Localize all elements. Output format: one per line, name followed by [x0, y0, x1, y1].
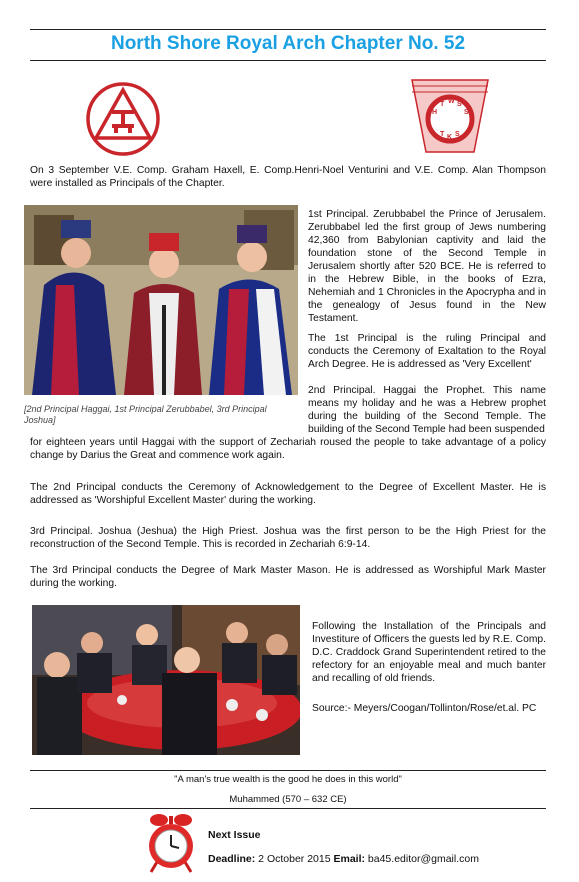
alarm-clock-icon: [145, 812, 197, 874]
intro-paragraph: On 3 September V.E. Comp. Graham Haxell, E. Comp.Henri-Noel Venturini and V.E. Comp. Alan Thompson were installed as Principals of the Chapter.: [30, 165, 546, 189]
first-principal-paragraph: 1st Principal. Zerubbabel the Prince of Jerusalem. Zerubbabel led the first group of Jews numbering 42,360 from Babylonian captivity and laid the foundation stone of the Second Temple in Jerusalem shortly after 520 BCE. He is referred to in the Hebrew Bible, in the books of Ezra, Nehemiah and 1 Chronicles in the Apocrypha and in the genealogy of Jesus found in the New Testament.: [308, 209, 546, 324]
third-principal-role: The 3rd Principal conducts the Degree of Mark Master Mason. He is addressed as Worshipful Mark Master during the working.: [30, 565, 546, 589]
second-principal-paragraph: 2nd Principal. Haggai the Prophet. This name means my holiday and he was a Hebrew prophet during the building of the Second Temple. The building of the Second Temple had been suspended: [308, 385, 546, 435]
page-title: North Shore Royal Arch Chapter No. 52: [110, 33, 466, 54]
deadline-value: 2 October 2015: [255, 853, 334, 865]
deadline-line: [208, 853, 479, 865]
quote-top-rule: [30, 770, 546, 771]
email-address[interactable]: ba45.editor@gmail.com: [365, 853, 479, 865]
next-issue-heading: Next Issue: [208, 829, 261, 841]
source-line: Source:- Meyers/Coogan/Tollinton/Rose/et.al. PC: [312, 703, 537, 714]
svg-text:S: S: [455, 131, 460, 138]
quote-author: Muhammed (570 – 632 CE): [229, 794, 347, 805]
svg-text:S: S: [464, 109, 469, 116]
installation-paragraph: Following the Installation of the Principals and Investiture of Officers the guests led by R.E. Comp. D.C. Craddock Grand Superintendent retired to the refectory for an enjoyable meal and much banter and recalling of old friends.: [312, 621, 546, 684]
svg-text:T: T: [440, 101, 445, 108]
principals-photo: [24, 205, 298, 395]
quote-text: "A man's true wealth is the good he does in this world": [174, 774, 402, 785]
royal-arch-triple-tau-icon: [84, 80, 162, 158]
top-rule: [30, 29, 546, 30]
title-underline: [30, 60, 546, 61]
svg-text:W: W: [448, 98, 455, 105]
photo1-caption: [2nd Principal Haggai, 1st Principal Zerubbabel, 3rd Principal Joshua]: [24, 404, 267, 425]
svg-text:S: S: [457, 101, 462, 108]
svg-text:H: H: [432, 109, 438, 116]
email-label: Email:: [333, 853, 365, 865]
second-principal-role: The 2nd Principal conducts the Ceremony of Acknowledgement to the Degree of Excellent Master. He is addressed as 'Worshipful Excellent Master' during the working.: [30, 482, 546, 506]
keystone-hoshtkss-icon: [410, 76, 490, 156]
third-principal-paragraph: 3rd Principal. Joshua (Jeshua) the High Priest. Joshua was the first person to be the High Priest for the reconstruction of the Second Temple. This is recorded in Zechariah 6:9-14.: [30, 526, 546, 550]
second-principal-continued: for eighteen years until Haggai with the support of Zechariah roused the people to take advantage of a policy change by Darius the Great and commence work again.: [30, 437, 546, 461]
first-principal-role: The 1st Principal is the ruling Principal and conducts the Ceremony of Exaltation to the Royal Arch Degree. He is addressed as 'Very Excellent': [308, 333, 546, 370]
deadline-label: Deadline:: [208, 853, 256, 865]
svg-text:K: K: [447, 134, 453, 141]
quote-bottom-rule: [30, 808, 546, 809]
svg-text:T: T: [440, 131, 445, 138]
dinner-photo: [32, 605, 300, 755]
